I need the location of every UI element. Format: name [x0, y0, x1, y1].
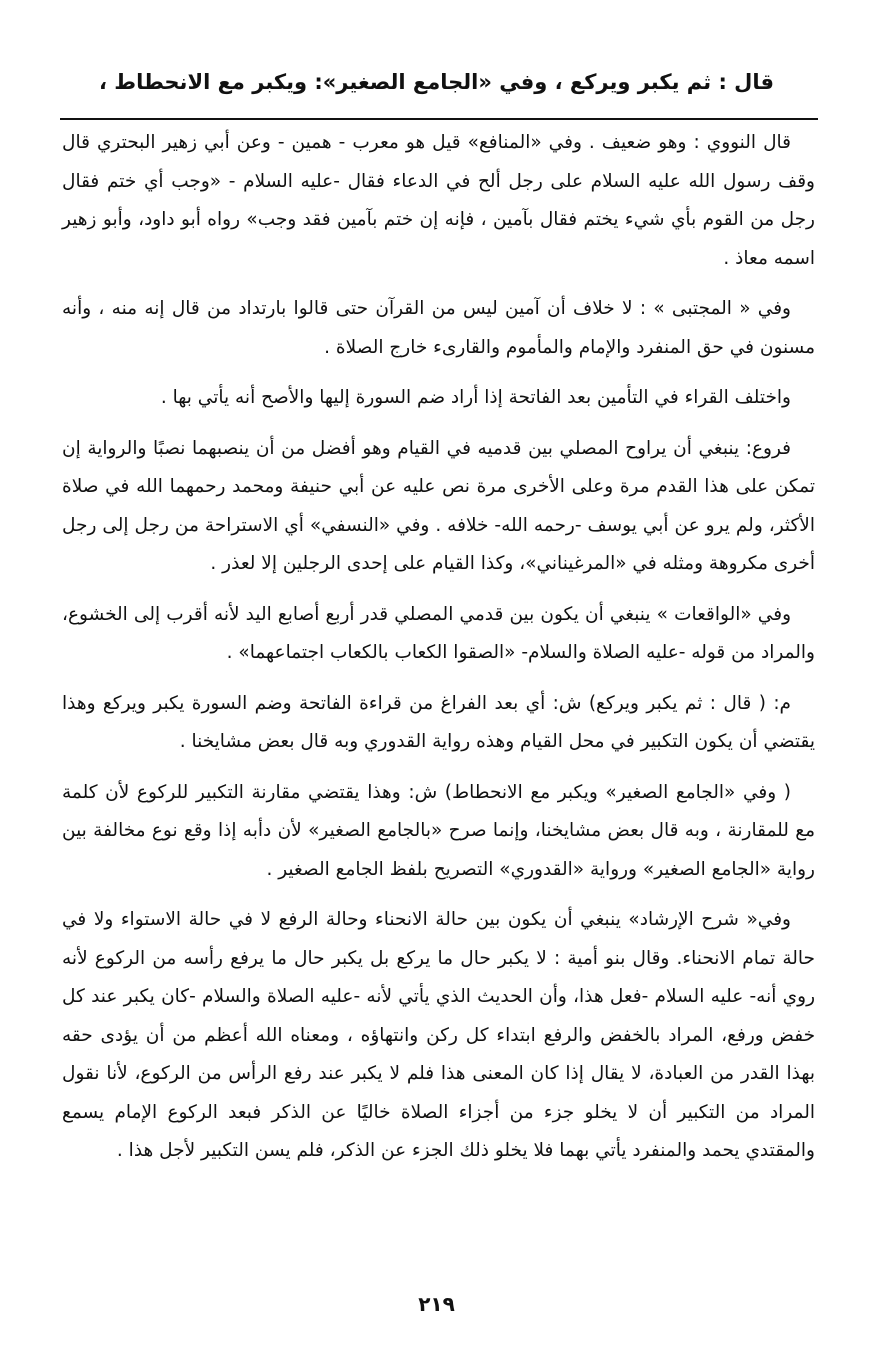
- paragraph-matn-takbir: م: ( قال : ثم يكبر ويركع) ش: أي بعد الفراغ من قراءة الفاتحة وضم السورة يكبر ويركع وهذا يقتضي أن يكون التكبير في محل القيام وهذه رواية القدوري وبه قال بعض مشايخنا .: [62, 692, 815, 752]
- paragraph-waqiat: وفي «الواقعات » ينبغي أن يكون بين قدمي المصلي قدر أربع أصابع اليد لأنه أقرب إلى الخشوع، والمراد من قوله -عليه الصلاة والسلام- «الصقوا الكعاب بالكعاب اجتماعهما» .: [62, 603, 815, 663]
- paragraph-irshad: وفي« شرح الإرشاد» ينبغي أن يكون بين حالة الانحناء وحالة الرفع لا في حالة الاستواء ولا في حالة تمام الانحناء. وقال بنو أمية : لا يكبر حال ما يركع بل يكبر حال ما يرفع رأسه من الركوع لأنه روي أنه- عليه السلام -فعل هذا، وأن الحديث الذي يأتي لأنه -عليه الصلاة والسلام -كان يكبر عند كل خفض ورفع، المراد بالخفض والرفع ابتداء كل ركن وانتهاؤه ، ومعناه الله أعظم من أن يؤدى حقه بهذا القدر من العبادة، لا يقال إذا كان المعنى هذا فلم لا يكبر عند رفع الرأس من الركوع، لأنا نقول المراد من التكبير أن لا يخلو جزء من أجزاء الصلاة خاليًا عن الذكر فبعد الركوع الإمام يسمع والمقتدي يحمد والمنفرد يأتي بهما فلا يخلو ذلك الجزء عن الذكر، فلم يسن التكبير لأجل هذا .: [62, 909, 815, 1161]
- paragraph-jami-saghir: ( وفي «الجامع الصغير» ويكبر مع الانحطاط) ش: وهذا يقتضي مقارنة التكبير للركوع لأن كلمة مع للمقارنة ، وبه قال بعض مشايخنا، وإنما صرح «بالجامع الصغير» لأن دأبه إذا وقع نوع مخالفة بين رواية «الجامع الصغير» ورواية «القدوري» التصريح بلفظ الجامع الصغير .: [62, 781, 815, 880]
- running-header: قال : ثم يكبر ويركع ، وفي «الجامع الصغير»: ويكبر مع الانحطاط ،: [98, 70, 775, 94]
- header-divider: [60, 118, 818, 120]
- paragraph-nawawi: قال النووي : وهو ضعيف . وفي «المنافع» قيل هو معرب - همين - وعن أبي زهير البحتري قال وقف رسول الله عليه السلام على رجل ألح في الدعاء فقال -عليه السلام - «وجب أي ختم فقال رجل من القوم بأي شيء يختم فقال بآمين ، فإنه إن ختم بآمين فقد وجب» رواه أبو داود، وأبو زهير اسمه معاذ .: [62, 132, 815, 269]
- main-text: [62, 124, 815, 1183]
- paragraph-qurra: واختلف القراء في التأمين بعد الفاتحة إذا أراد ضم السورة إليها والأصح أنه يأتي بها .: [160, 387, 791, 408]
- paragraph-furu: فروع: ينبغي أن يراوح المصلي بين قدميه في القيام وهو أفضل من أن ينصبهما نصبًا والرواية إن تمكن على هذا القدم مرة وعلى الأخرى مرة نص عليه عن أبي حنيفة ومحمد رحمهما الله في صلاة الأكثر، ولم يرو عن أبي يوسف -رحمه الله- خلافه . وفي «النسفي» أي الاستراحة من رجل إلى رجل أخرى مكروهة ومثله في «المرغيناني»، وكذا القيام على إحدى الرجلين إلا لعذر .: [62, 437, 815, 574]
- paragraph-mujtaba: وفي « المجتبى » : لا خلاف أن آمين ليس من القرآن حتى قالوا بارتداد من قال إنه منه ، وأنه مسنون في حق المنفرد والإمام والمأموم والقارىء خارج الصلاة .: [62, 298, 815, 358]
- page-number: ٢١٩: [418, 1292, 455, 1316]
